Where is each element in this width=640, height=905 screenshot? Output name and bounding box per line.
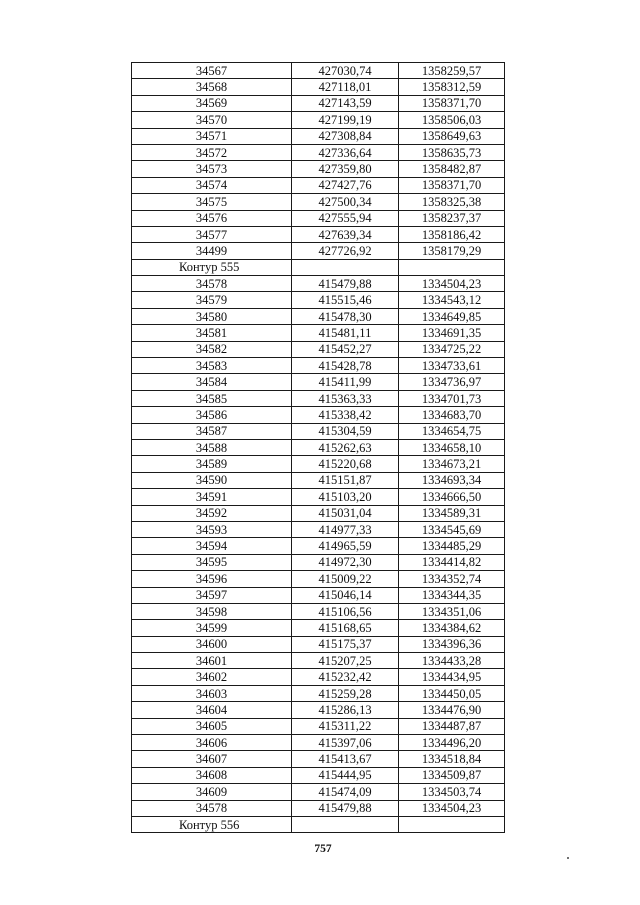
- coordinates-table: [131, 62, 505, 833]
- point-number-cell: 34590: [132, 472, 292, 488]
- x-coordinate-cell: 415411,99: [292, 374, 399, 390]
- table-row: [132, 63, 505, 79]
- point-number-cell: 34582: [132, 341, 292, 357]
- table-row: [132, 685, 505, 701]
- table-row: [132, 341, 505, 357]
- table-row: [132, 226, 505, 242]
- point-number-cell: 34593: [132, 521, 292, 537]
- point-number-cell: 34609: [132, 784, 292, 800]
- y-coordinate-cell: 1358506,03: [399, 112, 505, 128]
- y-coordinate-cell: 1334434,95: [399, 669, 505, 685]
- table-row: [132, 439, 505, 455]
- y-coordinate-cell: 1334344,35: [399, 587, 505, 603]
- y-coordinate-cell: 1334673,21: [399, 456, 505, 472]
- table-row: [132, 456, 505, 472]
- y-coordinate-cell: 1334352,74: [399, 571, 505, 587]
- table-row: [132, 554, 505, 570]
- point-number-cell: 34594: [132, 538, 292, 554]
- point-number-cell: 34607: [132, 751, 292, 767]
- x-coordinate-cell: 415479,88: [292, 276, 399, 292]
- coordinates-table-body: [132, 63, 505, 833]
- y-coordinate-cell: 1358259,57: [399, 63, 505, 79]
- y-coordinate-cell: 1334654,75: [399, 423, 505, 439]
- y-coordinate-cell: 1358649,63: [399, 128, 505, 144]
- table-row: [132, 521, 505, 537]
- y-coordinate-cell: 1334733,61: [399, 358, 505, 374]
- y-coordinate-cell: 1334658,10: [399, 439, 505, 455]
- y-coordinate-cell: 1334693,34: [399, 472, 505, 488]
- y-coordinate-cell: 1334414,82: [399, 554, 505, 570]
- point-number-cell: 34499: [132, 243, 292, 259]
- y-coordinate-cell: 1334545,69: [399, 521, 505, 537]
- point-number-cell: 34572: [132, 144, 292, 160]
- x-coordinate-cell: 415479,88: [292, 800, 399, 816]
- table-row: [132, 784, 505, 800]
- table-row: [132, 587, 505, 603]
- x-coordinate-cell: 427500,34: [292, 194, 399, 210]
- table-row: [132, 128, 505, 144]
- point-number-cell: 34571: [132, 128, 292, 144]
- point-number-cell: 34603: [132, 685, 292, 701]
- y-coordinate-cell: 1334503,74: [399, 784, 505, 800]
- y-coordinate-cell: 1358325,38: [399, 194, 505, 210]
- y-coordinate-cell: 1334509,87: [399, 767, 505, 783]
- empty-cell: [292, 259, 399, 275]
- table-row: [132, 636, 505, 652]
- table-row: [132, 144, 505, 160]
- table-row: [132, 505, 505, 521]
- y-coordinate-cell: 1334351,06: [399, 603, 505, 619]
- y-coordinate-cell: 1334496,20: [399, 735, 505, 751]
- y-coordinate-cell: 1334485,29: [399, 538, 505, 554]
- y-coordinate-cell: 1334504,23: [399, 276, 505, 292]
- table-row: [132, 177, 505, 193]
- point-number-cell: 34599: [132, 620, 292, 636]
- y-coordinate-cell: 1334683,70: [399, 407, 505, 423]
- point-number-cell: 34568: [132, 79, 292, 95]
- y-coordinate-cell: 1334649,85: [399, 308, 505, 324]
- table-row: [132, 702, 505, 718]
- point-number-cell: 34597: [132, 587, 292, 603]
- point-number-cell: 34592: [132, 505, 292, 521]
- point-number-cell: 34588: [132, 439, 292, 455]
- point-number-cell: 34577: [132, 226, 292, 242]
- table-row: [132, 243, 505, 259]
- x-coordinate-cell: 415413,67: [292, 751, 399, 767]
- point-number-cell: 34583: [132, 358, 292, 374]
- table-row: [132, 325, 505, 341]
- scan-speck: [567, 857, 569, 859]
- point-number-cell: 34587: [132, 423, 292, 439]
- point-number-cell: 34579: [132, 292, 292, 308]
- y-coordinate-cell: 1334396,36: [399, 636, 505, 652]
- point-number-cell: 34602: [132, 669, 292, 685]
- y-coordinate-cell: 1334450,05: [399, 685, 505, 701]
- y-coordinate-cell: 1334487,87: [399, 718, 505, 734]
- table-row: [132, 571, 505, 587]
- point-number-cell: 34608: [132, 767, 292, 783]
- point-number-cell: 34567: [132, 63, 292, 79]
- x-coordinate-cell: 415220,68: [292, 456, 399, 472]
- y-coordinate-cell: 1334691,35: [399, 325, 505, 341]
- x-coordinate-cell: 415168,65: [292, 620, 399, 636]
- table-row: [132, 292, 505, 308]
- point-number-cell: 34576: [132, 210, 292, 226]
- point-number-cell: 34586: [132, 407, 292, 423]
- x-coordinate-cell: 427726,92: [292, 243, 399, 259]
- point-number-cell: 34573: [132, 161, 292, 177]
- point-number-cell: 34581: [132, 325, 292, 341]
- table-row: [132, 669, 505, 685]
- x-coordinate-cell: 415103,20: [292, 489, 399, 505]
- x-coordinate-cell: 427030,74: [292, 63, 399, 79]
- x-coordinate-cell: 415259,28: [292, 685, 399, 701]
- table-row: [132, 800, 505, 816]
- point-number-cell: 34569: [132, 95, 292, 111]
- x-coordinate-cell: 427118,01: [292, 79, 399, 95]
- table-row: [132, 112, 505, 128]
- point-number-cell: 34605: [132, 718, 292, 734]
- table-row: [132, 620, 505, 636]
- point-number-cell: 34584: [132, 374, 292, 390]
- point-number-cell: 34591: [132, 489, 292, 505]
- point-number-cell: 34585: [132, 390, 292, 406]
- x-coordinate-cell: 427639,34: [292, 226, 399, 242]
- contour-label: Контур 555: [132, 259, 292, 275]
- y-coordinate-cell: 1334504,23: [399, 800, 505, 816]
- table-row: [132, 79, 505, 95]
- y-coordinate-cell: 1334666,50: [399, 489, 505, 505]
- point-number-cell: 34575: [132, 194, 292, 210]
- table-row: [132, 161, 505, 177]
- table-row: [132, 276, 505, 292]
- x-coordinate-cell: 415106,56: [292, 603, 399, 619]
- table-row: [132, 358, 505, 374]
- point-number-cell: 34600: [132, 636, 292, 652]
- x-coordinate-cell: 415232,42: [292, 669, 399, 685]
- empty-cell: [399, 816, 505, 832]
- x-coordinate-cell: 415338,42: [292, 407, 399, 423]
- x-coordinate-cell: 427555,94: [292, 210, 399, 226]
- table-row: [132, 390, 505, 406]
- y-coordinate-cell: 1358312,59: [399, 79, 505, 95]
- y-coordinate-cell: 1334384,62: [399, 620, 505, 636]
- y-coordinate-cell: 1358237,37: [399, 210, 505, 226]
- point-number-cell: 34598: [132, 603, 292, 619]
- x-coordinate-cell: 427308,84: [292, 128, 399, 144]
- x-coordinate-cell: 415207,25: [292, 653, 399, 669]
- x-coordinate-cell: 415428,78: [292, 358, 399, 374]
- y-coordinate-cell: 1334725,22: [399, 341, 505, 357]
- x-coordinate-cell: 415286,13: [292, 702, 399, 718]
- x-coordinate-cell: 415478,30: [292, 308, 399, 324]
- y-coordinate-cell: 1334543,12: [399, 292, 505, 308]
- x-coordinate-cell: 415262,63: [292, 439, 399, 455]
- y-coordinate-cell: 1358635,73: [399, 144, 505, 160]
- y-coordinate-cell: 1358371,70: [399, 95, 505, 111]
- table-row: [132, 423, 505, 439]
- y-coordinate-cell: 1334518,84: [399, 751, 505, 767]
- point-number-cell: 34589: [132, 456, 292, 472]
- point-number-cell: 34601: [132, 653, 292, 669]
- x-coordinate-cell: 415481,11: [292, 325, 399, 341]
- x-coordinate-cell: 415304,59: [292, 423, 399, 439]
- x-coordinate-cell: 415397,06: [292, 735, 399, 751]
- table-row: [132, 489, 505, 505]
- table-row: [132, 210, 505, 226]
- y-coordinate-cell: 1334433,28: [399, 653, 505, 669]
- x-coordinate-cell: 427336,64: [292, 144, 399, 160]
- x-coordinate-cell: 415175,37: [292, 636, 399, 652]
- point-number-cell: 34596: [132, 571, 292, 587]
- y-coordinate-cell: 1334736,97: [399, 374, 505, 390]
- x-coordinate-cell: 414977,33: [292, 521, 399, 537]
- y-coordinate-cell: 1358186,42: [399, 226, 505, 242]
- point-number-cell: 34580: [132, 308, 292, 324]
- table-row: [132, 751, 505, 767]
- x-coordinate-cell: 415363,33: [292, 390, 399, 406]
- table-row: [132, 653, 505, 669]
- point-number-cell: 34604: [132, 702, 292, 718]
- y-coordinate-cell: 1334476,90: [399, 702, 505, 718]
- x-coordinate-cell: 415515,46: [292, 292, 399, 308]
- y-coordinate-cell: 1358482,87: [399, 161, 505, 177]
- x-coordinate-cell: 415151,87: [292, 472, 399, 488]
- table-row: [132, 735, 505, 751]
- page-number: 757: [314, 843, 332, 855]
- x-coordinate-cell: 414965,59: [292, 538, 399, 554]
- x-coordinate-cell: 415452,27: [292, 341, 399, 357]
- x-coordinate-cell: 415311,22: [292, 718, 399, 734]
- x-coordinate-cell: 415031,04: [292, 505, 399, 521]
- x-coordinate-cell: 427199,19: [292, 112, 399, 128]
- x-coordinate-cell: 415046,14: [292, 587, 399, 603]
- point-number-cell: 34574: [132, 177, 292, 193]
- table-row: [132, 194, 505, 210]
- table-row: [132, 407, 505, 423]
- contour-label: Контур 556: [132, 816, 292, 832]
- empty-cell: [399, 259, 505, 275]
- y-coordinate-cell: 1334589,31: [399, 505, 505, 521]
- table-row: [132, 767, 505, 783]
- point-number-cell: 34578: [132, 276, 292, 292]
- x-coordinate-cell: 427359,80: [292, 161, 399, 177]
- point-number-cell: 34595: [132, 554, 292, 570]
- table-row: [132, 374, 505, 390]
- x-coordinate-cell: 415444,95: [292, 767, 399, 783]
- table-row: [132, 538, 505, 554]
- x-coordinate-cell: 414972,30: [292, 554, 399, 570]
- point-number-cell: 34606: [132, 735, 292, 751]
- table-row: [132, 472, 505, 488]
- table-row: [132, 603, 505, 619]
- table-row: [132, 308, 505, 324]
- contour-header-row: [132, 816, 505, 832]
- table-row: [132, 718, 505, 734]
- table-row: [132, 95, 505, 111]
- contour-header-row: [132, 259, 505, 275]
- x-coordinate-cell: 427143,59: [292, 95, 399, 111]
- y-coordinate-cell: 1358179,29: [399, 243, 505, 259]
- point-number-cell: 34570: [132, 112, 292, 128]
- x-coordinate-cell: 415474,09: [292, 784, 399, 800]
- x-coordinate-cell: 415009,22: [292, 571, 399, 587]
- point-number-cell: 34578: [132, 800, 292, 816]
- empty-cell: [292, 816, 399, 832]
- y-coordinate-cell: 1334701,73: [399, 390, 505, 406]
- y-coordinate-cell: 1358371,70: [399, 177, 505, 193]
- x-coordinate-cell: 427427,76: [292, 177, 399, 193]
